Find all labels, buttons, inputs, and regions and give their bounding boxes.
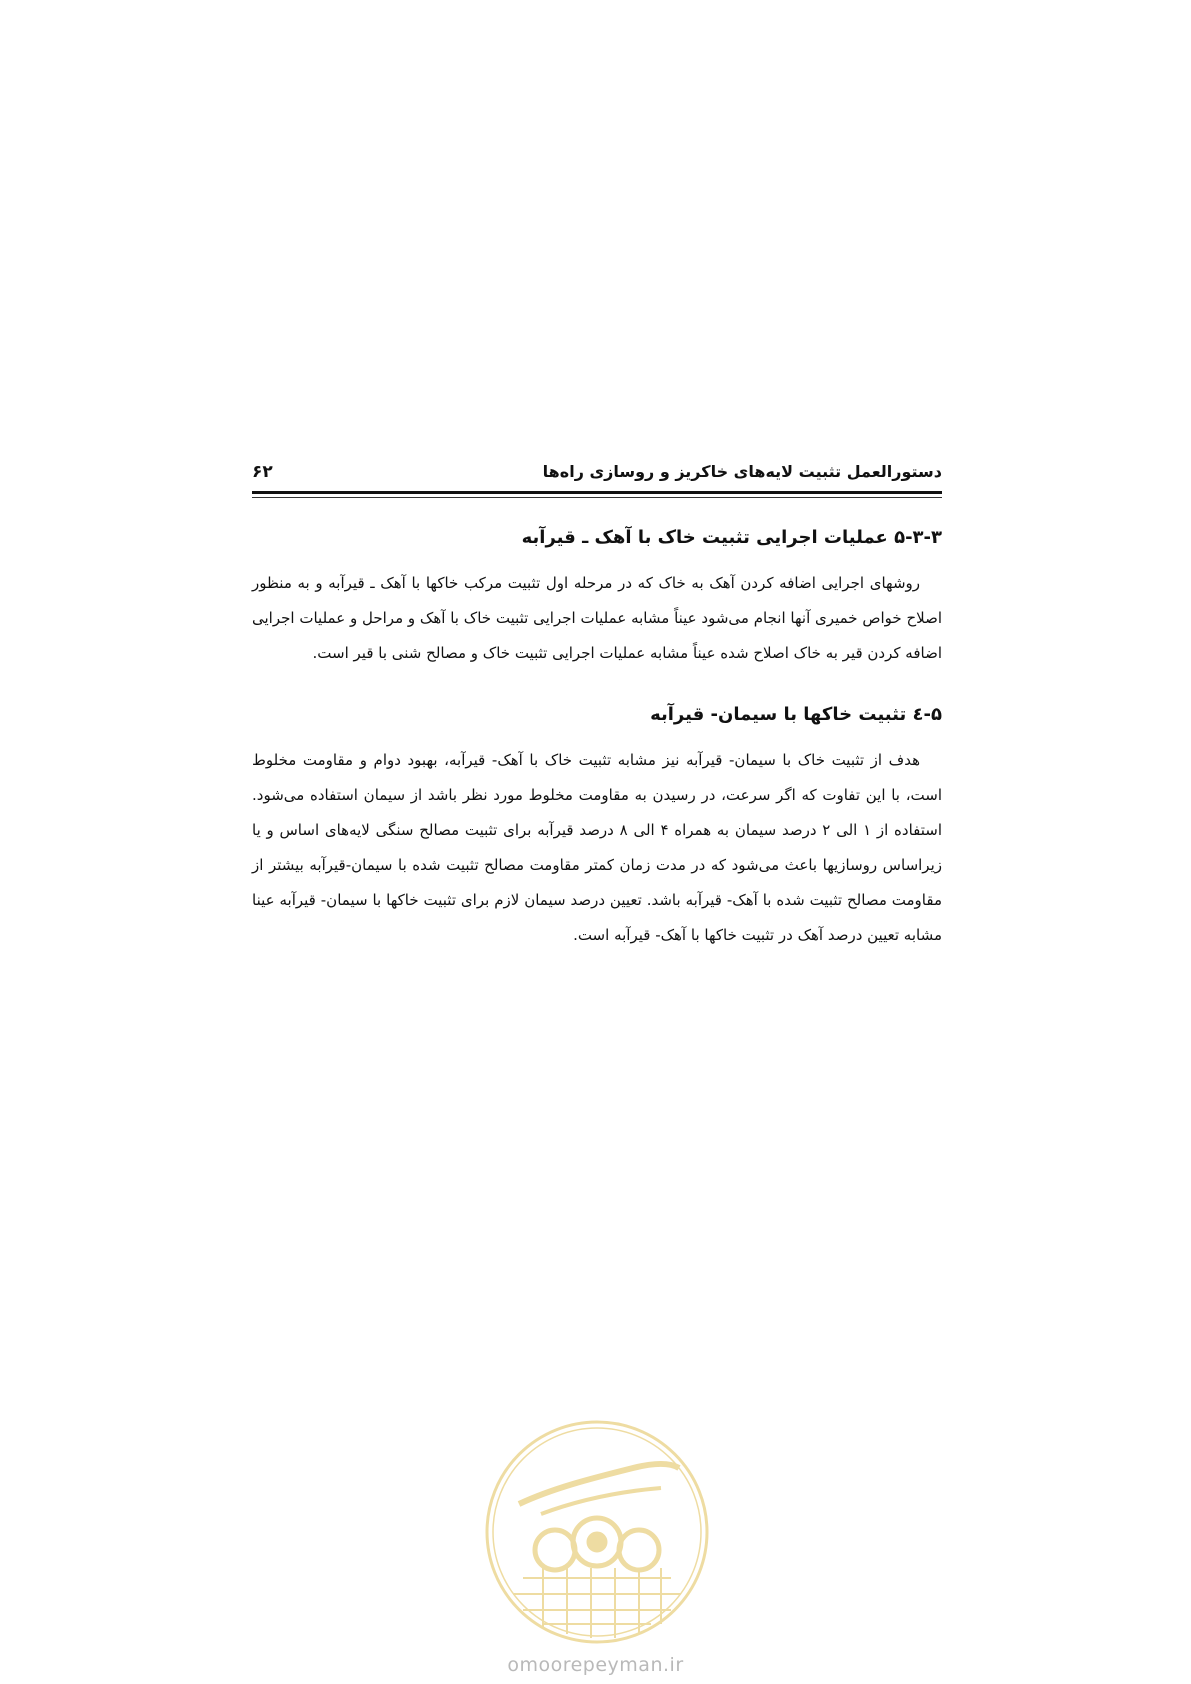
header-rule xyxy=(252,491,942,494)
header-rule-thin xyxy=(252,497,942,498)
page-header xyxy=(252,458,942,488)
section-heading-cement-emulsion: ۵-٤ تثبیت خاکها با سیمان- قیرآبه xyxy=(650,704,942,725)
section-heading-lime-emulsion: ۵-۳-۳ عملیات اجرایی تثبیت خاک با آهک ـ قیرآبه xyxy=(521,527,942,548)
watermark-seal-icon xyxy=(483,1418,711,1646)
section-body-cement-emulsion: هدف از تثبیت خاک با سیمان- قیرآبه نیز مشابه تثبیت خاک با آهک- قیرآبه، بهبود دوام و مقاومت مخلوط است، با این تفاوت که اگر سرعت، در رسیدن به مقاومت مخلوط مورد نظر باشد از سیمان استفاده می‌شود. استفاده از ۱ الی ۲ درصد سیمان به همراه ۴ الی ۸ درصد قیرآبه برای تثبیت مصالح سنگی لایه‌های اساس و یا زیراساس روسازیها باعث می‌شود که در مدت زمان کمتر مقاومت مصالح تثبیت شده با سیمان-قیرآبه بیشتر از مقاومت مصالح تثبیت شده با آهک- قیرآبه باشد. تعیین درصد سیمان لازم برای تثبیت خاکها با سیمان- قیرآبه عینا مشابه تعیین درصد آهک در تثبیت خاکها با آهک- قیرآبه است. xyxy=(252,751,943,944)
page-number: ۶۲ xyxy=(252,462,273,482)
running-title: دستورالعمل تثبیت لایه‌های خاکریز و روسازی راه‌ها xyxy=(542,462,942,481)
watermark-url: omoorepeyman.ir xyxy=(507,1654,684,1676)
page-content xyxy=(252,520,942,979)
section-body-lime-emulsion: روشهای اجرایی اضافه کردن آهک به خاک که در مرحله اول تثبیت مرکب خاکها با آهک ـ قیرآبه و به منظور اصلاح خواص خمیری آنها انجام می‌شود عیناً مشابه عملیات اجرایی تثبیت خاک با آهک و مراحل و عملیات اجرایی اضافه کردن قیر به خاک اصلاح شده عیناً مشابه عملیات اجرایی تثبیت خاک و مصالح شنی با قیر است. xyxy=(252,574,942,662)
